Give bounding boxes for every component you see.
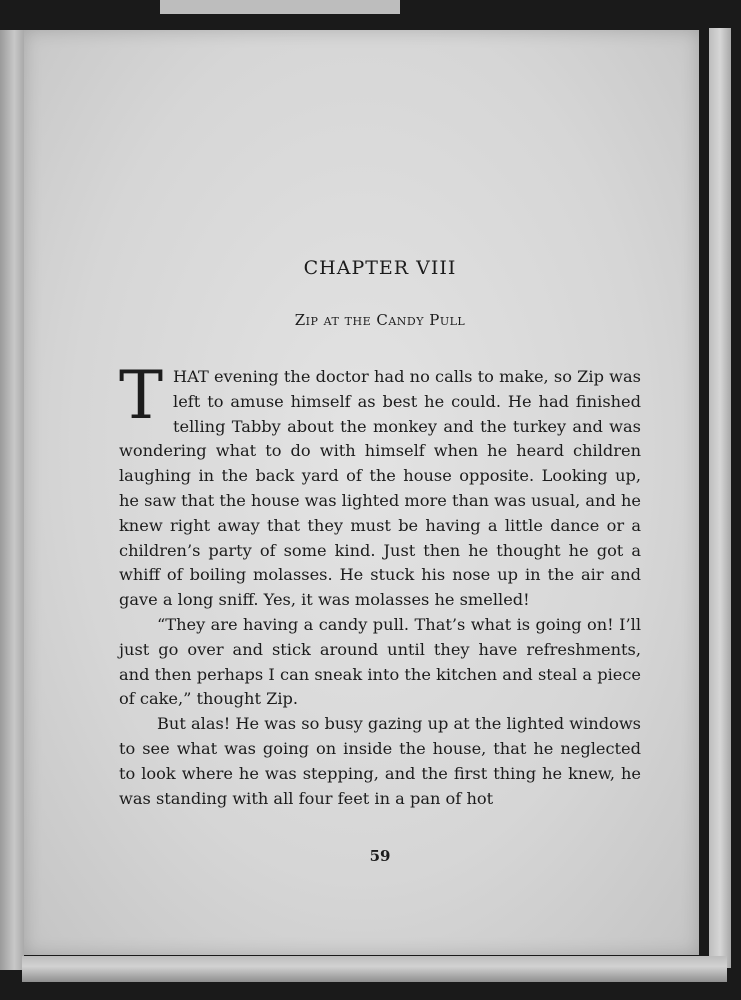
book-page	[24, 30, 699, 955]
chapter-subtitle: Zip at the Candy Pull	[294, 311, 466, 329]
body-text	[119, 357, 641, 811]
paragraph-1	[119, 357, 641, 613]
torn-top-edge	[160, 0, 400, 14]
paragraph-1-text: HAT evening the doctor had no calls to make, so Zip was left to amuse himself as best he could. He had finished telling Tabby about the monkey and the turkey and was wondering what to do with himself when he heard children laughing in the back yard of the house opposite. Looking up, he saw that the house was lighted more than was usual, and he knew right away that they must be having a little dance or a children’s party of some kind. Just then he thought he got a whiff of boiling molasses. He stuck his nose up in the air and gave a long sniff. Yes, it was molasses he smelled!	[119, 367, 641, 610]
drop-cap: T	[119, 357, 164, 434]
paragraph-3: But alas! He was so busy gazing up at the lighted windows to see what was going on inside the house, that he neglected to look where he was stepping, and the first thing he knew, he was standing with all four feet in a pan of hot	[119, 714, 641, 808]
left-page-edge	[0, 30, 24, 970]
page-number: 59	[369, 847, 391, 865]
bottom-page-edge	[22, 956, 727, 982]
chapter-title: CHAPTER VIII	[303, 257, 457, 279]
right-page-edge	[709, 28, 731, 968]
paragraph-2: “They are having a candy pull. That’s what is going on! I’ll just go over and stick around until they have refreshments, and then perhaps I can sneak into the kitchen and steal a piece of cake,” thought Zip.	[119, 614, 641, 709]
